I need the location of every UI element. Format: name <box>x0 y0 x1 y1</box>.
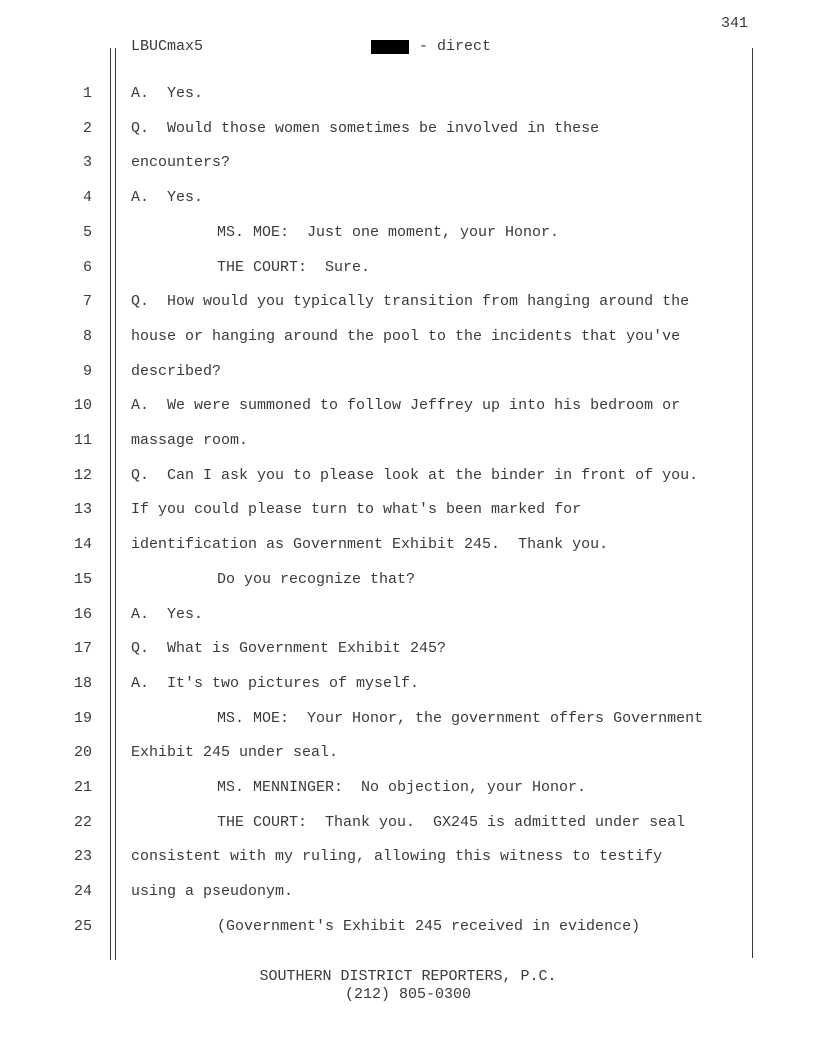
line-number: 3 <box>82 154 92 172</box>
line-text: If you could please turn to what's been marked for <box>131 501 582 519</box>
line-number: 2 <box>82 119 92 137</box>
line-number: 10 <box>73 397 92 415</box>
line-number: 15 <box>73 570 92 588</box>
line-number: 5 <box>82 223 92 241</box>
transcript-line <box>0 397 816 417</box>
line-number: 11 <box>73 432 92 449</box>
transcript-line <box>0 883 816 903</box>
transcript-line <box>0 744 816 764</box>
transcript-line <box>0 328 816 348</box>
transcript-line <box>0 571 816 591</box>
transcript-line <box>0 432 816 452</box>
line-text: identification as Government Exhibit 245. Thank you. <box>131 536 609 554</box>
transcript-header <box>131 38 731 58</box>
line-number: 22 <box>73 813 92 831</box>
line-text: Exhibit 245 under seal. <box>131 744 339 762</box>
line-number: 24 <box>73 883 92 901</box>
transcript-line <box>0 259 816 279</box>
transcript-line <box>0 918 816 938</box>
transcript-line <box>0 501 816 521</box>
line-text: A. Yes. <box>131 605 204 623</box>
line-text: massage room. <box>131 432 249 449</box>
line-text: A. We were summoned to follow Jeffrey up into his bedroom or <box>131 397 681 415</box>
line-number: 17 <box>73 640 92 658</box>
line-number: 23 <box>73 848 92 866</box>
page-number: 341 <box>720 15 748 32</box>
document-id: LBUCmax5 <box>131 38 204 55</box>
transcript-line <box>0 120 816 140</box>
line-number: 14 <box>73 536 92 554</box>
line-text: Do you recognize that? <box>217 570 416 588</box>
line-number: 9 <box>82 362 92 380</box>
transcript-line <box>0 363 816 383</box>
line-text: MS. MOE: Just one moment, your Honor. <box>217 223 560 241</box>
transcript-line <box>0 675 816 695</box>
line-number: 7 <box>82 293 92 311</box>
line-text: A. Yes. <box>131 85 204 102</box>
line-number: 20 <box>73 744 92 762</box>
line-number: 1 <box>82 85 92 102</box>
examination-label: - direct <box>419 38 492 55</box>
line-text: Q. Would those women sometimes be involved in these <box>131 119 600 137</box>
line-number: 13 <box>73 501 92 519</box>
line-text: MS. MOE: Your Honor, the government offers Government <box>217 709 704 727</box>
transcript-line <box>0 85 816 105</box>
line-number: 19 <box>73 709 92 727</box>
line-text: MS. MENNINGER: No objection, your Honor. <box>217 779 587 796</box>
transcript-line <box>0 536 816 556</box>
line-number: 8 <box>82 327 92 345</box>
line-text: consistent with my ruling, allowing this witness to testify <box>131 848 663 866</box>
transcript-line <box>0 710 816 730</box>
transcript-line <box>0 189 816 209</box>
transcript-line <box>0 606 816 626</box>
page-footer <box>0 968 816 1004</box>
line-text: Q. What is Government Exhibit 245? <box>131 640 447 658</box>
line-text: described? <box>131 362 222 380</box>
line-text: A. Yes. <box>131 189 204 207</box>
line-number: 4 <box>82 189 92 207</box>
transcript-line <box>0 779 816 799</box>
transcript-line <box>0 640 816 660</box>
line-text: encounters? <box>131 154 231 172</box>
line-text: THE COURT: Thank you. GX245 is admitted under seal <box>217 813 686 831</box>
line-number: 18 <box>73 674 92 692</box>
reporter-name: SOUTHERN DISTRICT REPORTERS, P.C. <box>259 968 557 985</box>
line-number: 6 <box>82 258 92 276</box>
transcript-line <box>0 224 816 244</box>
transcript-line <box>0 293 816 313</box>
line-text: Q. Can I ask you to please look at the binder in front of you. <box>131 466 699 484</box>
line-text: Q. How would you typically transition from hanging around the <box>131 293 690 311</box>
transcript-line <box>0 467 816 487</box>
transcript-line <box>0 848 816 868</box>
line-number: 12 <box>73 466 92 484</box>
line-text: A. It's two pictures of myself. <box>131 674 420 692</box>
line-number: 25 <box>73 917 92 935</box>
line-text: (Government's Exhibit 245 received in evidence) <box>217 917 641 935</box>
line-number: 21 <box>73 779 92 796</box>
line-text: house or hanging around the pool to the incidents that you've <box>131 327 681 345</box>
line-text: using a pseudonym. <box>131 883 294 901</box>
transcript-line <box>0 154 816 174</box>
redacted-witness-name <box>371 40 409 54</box>
line-number: 16 <box>73 605 92 623</box>
reporter-phone: (212) 805-0300 <box>344 986 472 1003</box>
transcript-line <box>0 814 816 834</box>
line-text: THE COURT: Sure. <box>217 258 371 276</box>
